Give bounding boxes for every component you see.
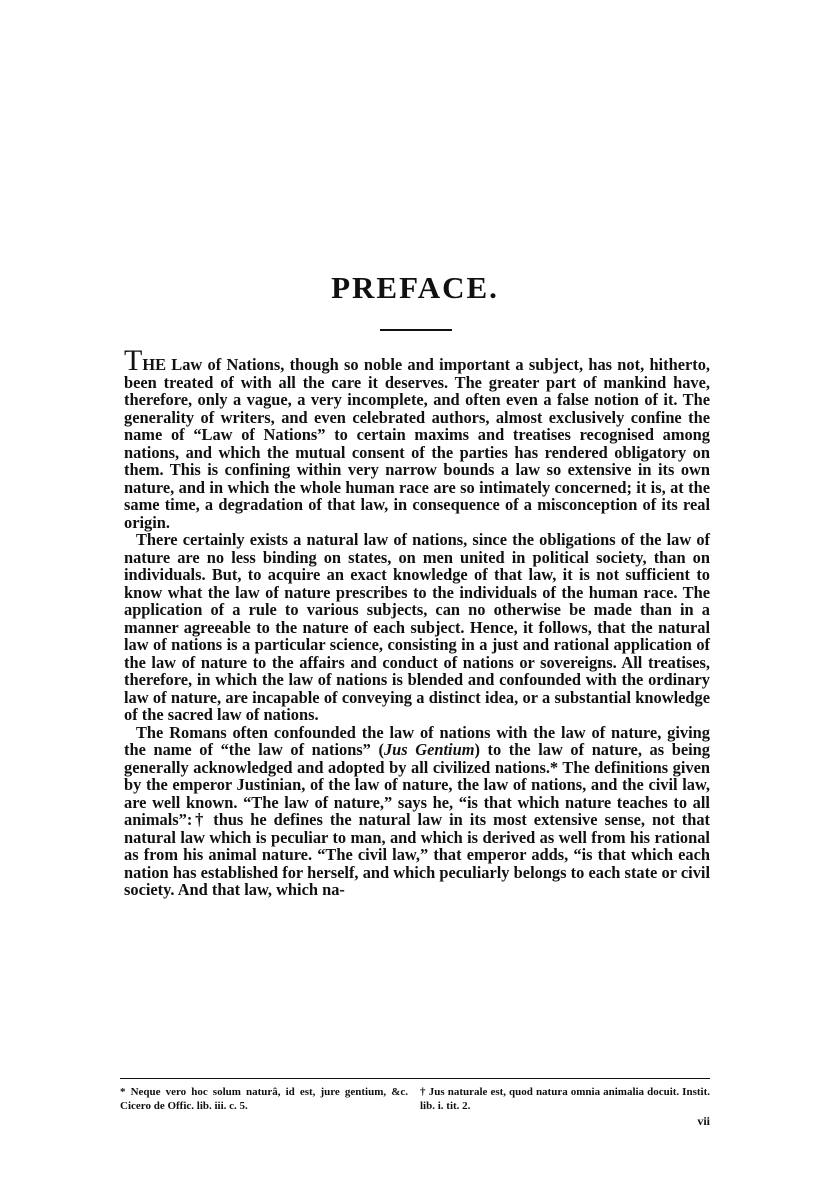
footnote-rule bbox=[120, 1078, 710, 1079]
paragraph-3-italic: Jus Gentium bbox=[383, 740, 475, 759]
page-title: PREFACE. bbox=[331, 270, 499, 305]
paragraph-3-text-a: The Romans often confounded the law of nations with the law of nature, giving the name of “the law of nations” ( bbox=[124, 722, 710, 759]
first-word-rest: HE bbox=[142, 355, 167, 374]
paragraph-1 bbox=[124, 344, 710, 532]
page-number: vii bbox=[697, 1114, 710, 1128]
footnote-right: † Jus naturale est, quod natura omnia animalia docuit. Instit. lib. i. tit. 2. bbox=[420, 1086, 710, 1112]
body-text bbox=[124, 344, 710, 899]
drop-cap: T bbox=[124, 344, 143, 377]
paragraph-3 bbox=[124, 724, 710, 899]
footnote-left: * Neque vero hoc solum naturâ, id est, jure gentium, &c. Cicero de Offic. lib. iii. c. 5. bbox=[120, 1086, 408, 1112]
paragraph-1-text: Law of Nations, though so noble and important a subject, has not, hitherto, been treated of with all the care it deserves. The greater part of mankind have, therefore, only a vague, a very incomplete, and often even a false notion of it. The generality of writers, and even celebrated authors, almost exclusively confine the name of “Law of Nations” to certain maxims and treatises recognised among nations, and which the mutual consent of the parties has rendered obligatory on them. This is confining within very narrow bounds a law so extensive in its own nature, and in which the whole human race are so intimately concerned; it is, at the same time, a degradation of that law, in consequence of a misconception of its real origin. bbox=[124, 355, 710, 532]
footnotes bbox=[120, 1085, 710, 1113]
paragraph-2: There certainly exists a natural law of nations, since the obligations of the law of nature are no less binding on states, on men united in political society, than on individuals. But, to acquire an exact knowledge of that law, it is not sufficient to know what the law of nature prescribes to the individuals of the human race. The application of a rule to various subjects, can no otherwise be made than in a manner agreeable to the nature of each subject. Hence, it follows, that the natural law of nations is a particular science, consisting in a just and rational application of the law of nature to the affairs and conduct of nations or sovereigns. All treatises, therefore, in which the law of nations is blended and confounded with the ordinary law of nature, are incapable of conveying a distinct idea, or a substantial knowledge of the sacred law of nations. bbox=[124, 530, 710, 724]
book-page bbox=[120, 0, 710, 1191]
title-rule bbox=[380, 329, 452, 331]
paragraph-3-text-b: ) to the law of nature, as being generally acknowledged and adopted by all civilized nations.* The definitions given by the emperor Justinian, of the law of nature, the law of nations, and the civil law, are well known. “The law of nature,” says he, “is that which nature teaches to all animals”:† thus he defines the natural law in its most extensive sense, not that natural law which is peculiar to man, and which is derived as well from his rational as from his animal nature. “The civil law,” that emperor adds, “is that which each nation has established for herself, and which peculiarly belongs to each state or civil society. And that law, which na- bbox=[124, 740, 710, 899]
